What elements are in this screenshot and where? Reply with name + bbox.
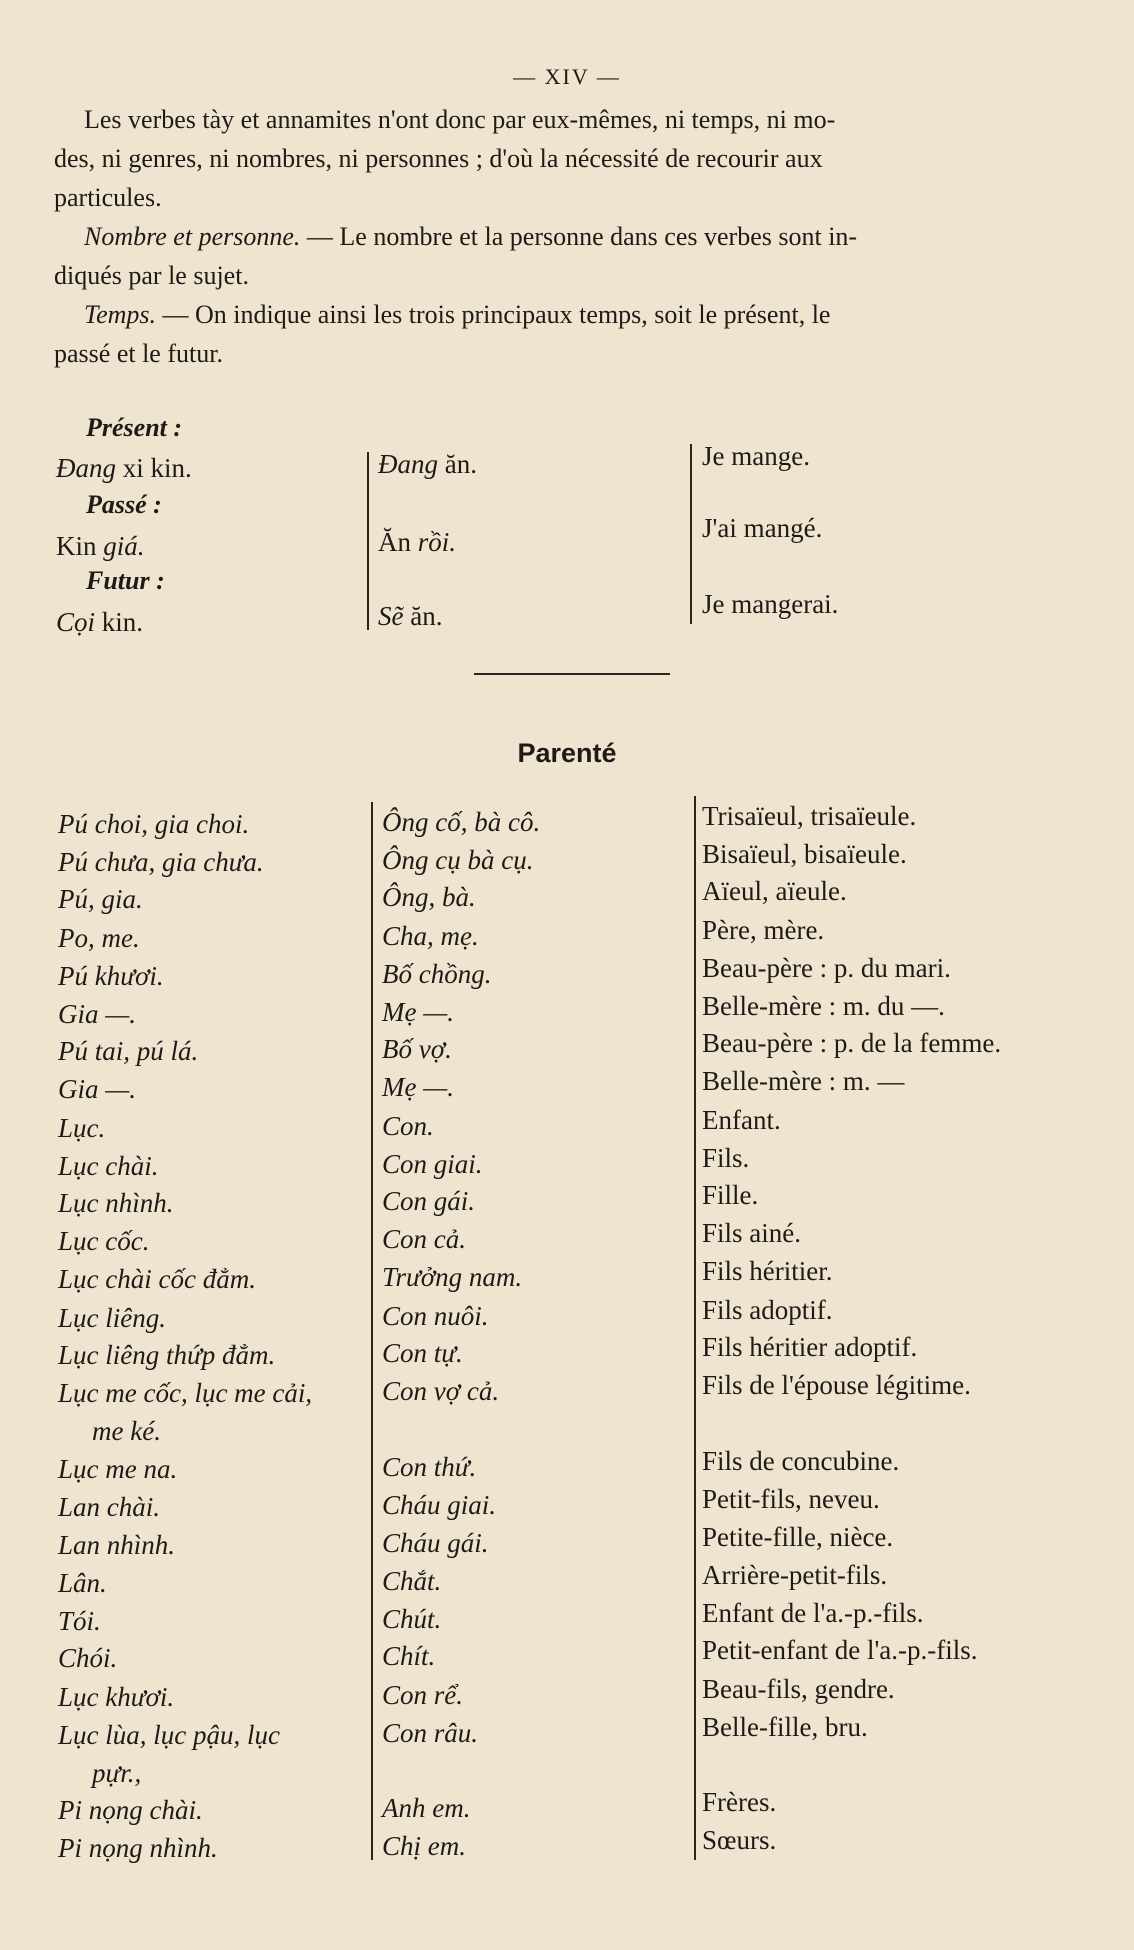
french-term: Frères. (702, 1787, 777, 1817)
vietnamese-term: Con. (382, 1111, 434, 1141)
french-term: Petite-fille, nièce. (702, 1522, 894, 1552)
tay-term: Pú tai, pú lá. (58, 1036, 199, 1066)
nombre-label: Nombre et personne. (84, 222, 301, 251)
tay-term: Lục. (58, 1113, 106, 1143)
present-label: Présent : (86, 413, 183, 442)
vietnamese-term: Anh em. (382, 1793, 471, 1823)
tay-term: Lục khươi. (58, 1682, 175, 1712)
vietnamese-term: Con rể. (382, 1680, 463, 1710)
tay-term: Pú khươi. (58, 961, 164, 991)
intro-paragraph (54, 100, 1074, 373)
temps-label: Temps. (84, 300, 157, 329)
tay-term: Po, me. (58, 923, 140, 953)
french-term: Belle-fille, bru. (702, 1712, 868, 1742)
french-term: Belle-mère : m. du —. (702, 991, 945, 1021)
french-term: Fils. (702, 1143, 750, 1173)
tay-term: Pú choi, gia choi. (58, 809, 250, 839)
french-term: Bisaïeul, bisaïeule. (702, 839, 907, 869)
french-term: Belle-mère : m. — (702, 1066, 905, 1096)
viet-present (378, 448, 477, 480)
viet-passe (378, 526, 456, 558)
viet-futur (378, 600, 442, 632)
viet-present-particle: Đang (378, 449, 438, 479)
french-term: Fils héritier. (702, 1256, 833, 1286)
kin-column-rule-1 (371, 802, 373, 1860)
vietnamese-term: Con thứ. (382, 1452, 477, 1482)
french-term: Sœurs. (702, 1825, 777, 1855)
intro-line: particules. (54, 183, 162, 212)
vietnamese-term: Con cả. (382, 1224, 466, 1254)
french-term: Beau-père : p. de la femme. (702, 1028, 1002, 1058)
french-term: Père, mère. (702, 915, 825, 945)
vietnamese-term: Con gái. (382, 1186, 476, 1216)
fr-present: Je mange. (702, 441, 810, 471)
kin-column-rule-2 (694, 796, 696, 1860)
french-term: Fils de l'épouse légitime. (702, 1370, 971, 1400)
french-term: Petit-enfant de l'a.-p.-fils. (702, 1635, 978, 1665)
french-term: Fils de concubine. (702, 1446, 900, 1476)
vietnamese-term: Trưởng nam. (382, 1262, 523, 1292)
tay-term: Lục liêng thứp đẳm. (58, 1340, 276, 1370)
tay-term: Lục cốc. (58, 1226, 150, 1256)
vietnamese-term: Con giai. (382, 1149, 483, 1179)
tay-term: Pú chưa, gia chưa. (58, 847, 264, 877)
tay-term: Gia —. (58, 999, 137, 1029)
passe-label: Passé : (86, 490, 162, 519)
french-term: Fils ainé. (702, 1218, 801, 1248)
vietnamese-term: Bố chồng. (382, 959, 492, 989)
tay-term: Lan chài. (58, 1492, 161, 1522)
page-number: — XIV — (513, 64, 621, 89)
vietnamese-term: Con nuôi. (382, 1301, 489, 1331)
viet-passe-verb: Ăn (378, 527, 418, 557)
vietnamese-term: Chắt. (382, 1566, 442, 1596)
tay-present-particle: Đang (56, 453, 116, 483)
tay-passe-verb: Kin (56, 531, 104, 561)
tay-term: Pi nọng nhình. (58, 1833, 218, 1863)
section-title-parente: Parenté (517, 738, 617, 768)
nombre-line (54, 217, 1074, 256)
french-term: Arrière-petit-fils. (702, 1560, 888, 1590)
viet-futur-particle: Sẽ (378, 601, 404, 631)
tay-passe (56, 530, 145, 562)
viet-futur-verb: ăn. (403, 601, 443, 631)
french-term: Petit-fils, neveu. (702, 1484, 880, 1514)
tay-term: Lục nhình. (58, 1188, 174, 1218)
vietnamese-term: Con vợ cả. (382, 1376, 500, 1406)
tay-term: me ké. (92, 1416, 161, 1446)
vietnamese-term: Cháu gái. (382, 1528, 489, 1558)
tay-futur (56, 606, 143, 638)
tay-term: Pi nọng chài. (58, 1795, 203, 1825)
tay-term: Lân. (58, 1568, 107, 1598)
tay-futur-verb: kin. (95, 607, 144, 637)
intro-line: des, ni genres, ni nombres, ni personnes ; d'où la nécessité de recourir aux (54, 144, 823, 173)
vietnamese-term: Bố vợ. (382, 1034, 452, 1064)
temps-line-2: passé et le futur. (54, 339, 223, 368)
tay-term: Lục me cốc, lục me cải, (58, 1378, 313, 1408)
vietnamese-term: Chị em. (382, 1831, 466, 1861)
vietnamese-term: Mẹ —. (382, 1072, 454, 1102)
french-term: Aïeul, aïeule. (702, 876, 847, 906)
tay-term: Lan nhình. (58, 1530, 176, 1560)
vietnamese-term: Cháu giai. (382, 1490, 497, 1520)
viet-passe-particle: rồi. (417, 527, 457, 557)
vietnamese-term: Con râu. (382, 1718, 479, 1748)
tay-term: Chói. (58, 1643, 118, 1673)
tay-term: pựr., (92, 1758, 142, 1788)
temps-line (54, 295, 1074, 334)
vietnamese-term: Ông cụ bà cụ. (382, 845, 534, 875)
tay-term: Gia —. (58, 1074, 137, 1104)
vietnamese-term: Chút. (382, 1604, 442, 1634)
vietnamese-term: Con tự. (382, 1338, 463, 1368)
tense-column-rule-2 (690, 444, 692, 624)
french-term: Fils adoptif. (702, 1295, 833, 1325)
tay-passe-particle: giá. (103, 531, 145, 561)
tay-term: Pú, gia. (58, 884, 143, 914)
tay-term: Lục chài cốc đẳm. (58, 1264, 256, 1294)
vietnamese-term: Cha, mẹ. (382, 921, 479, 951)
french-term: Trisaïeul, trisaïeule. (702, 801, 917, 831)
tay-term: Lục chài. (58, 1151, 159, 1181)
fr-passe: J'ai mangé. (702, 513, 823, 543)
futur-label: Futur : (86, 566, 165, 595)
tay-present (56, 452, 192, 484)
tense-column-rule-1 (367, 452, 369, 630)
nombre-text: — Le nombre et la personne dans ces verbes sont in- (300, 222, 858, 251)
french-term: Enfant. (702, 1105, 781, 1135)
tay-term: Lục liêng. (58, 1303, 166, 1333)
section-divider (474, 673, 670, 675)
french-term: Fils héritier adoptif. (702, 1332, 918, 1362)
tay-term: Lục lùa, lục pậu, lục (58, 1720, 280, 1750)
vietnamese-term: Mẹ —. (382, 997, 454, 1027)
tay-futur-particle: Cọi (56, 607, 96, 637)
french-term: Beau-fils, gendre. (702, 1674, 895, 1704)
vietnamese-term: Chít. (382, 1641, 436, 1671)
french-term: Beau-père : p. du mari. (702, 953, 951, 983)
tay-present-verb: xi kin. (116, 453, 192, 483)
tay-term: Tói. (58, 1606, 101, 1636)
nombre-line-2: diqués par le sujet. (54, 261, 249, 290)
vietnamese-term: Ông cố, bà cô. (382, 807, 541, 837)
fr-futur: Je mangerai. (702, 589, 839, 619)
vietnamese-term: Ông, bà. (382, 882, 476, 912)
tay-term: Lục me na. (58, 1454, 178, 1484)
french-term: Enfant de l'a.-p.-fils. (702, 1598, 924, 1628)
intro-line: Les verbes tày et annamites n'ont donc par eux-mêmes, ni temps, ni mo- (84, 105, 836, 134)
temps-text: — On indique ainsi les trois principaux temps, soit le présent, le (156, 300, 831, 329)
viet-present-verb: ăn. (438, 449, 477, 479)
french-term: Fille. (702, 1180, 759, 1210)
